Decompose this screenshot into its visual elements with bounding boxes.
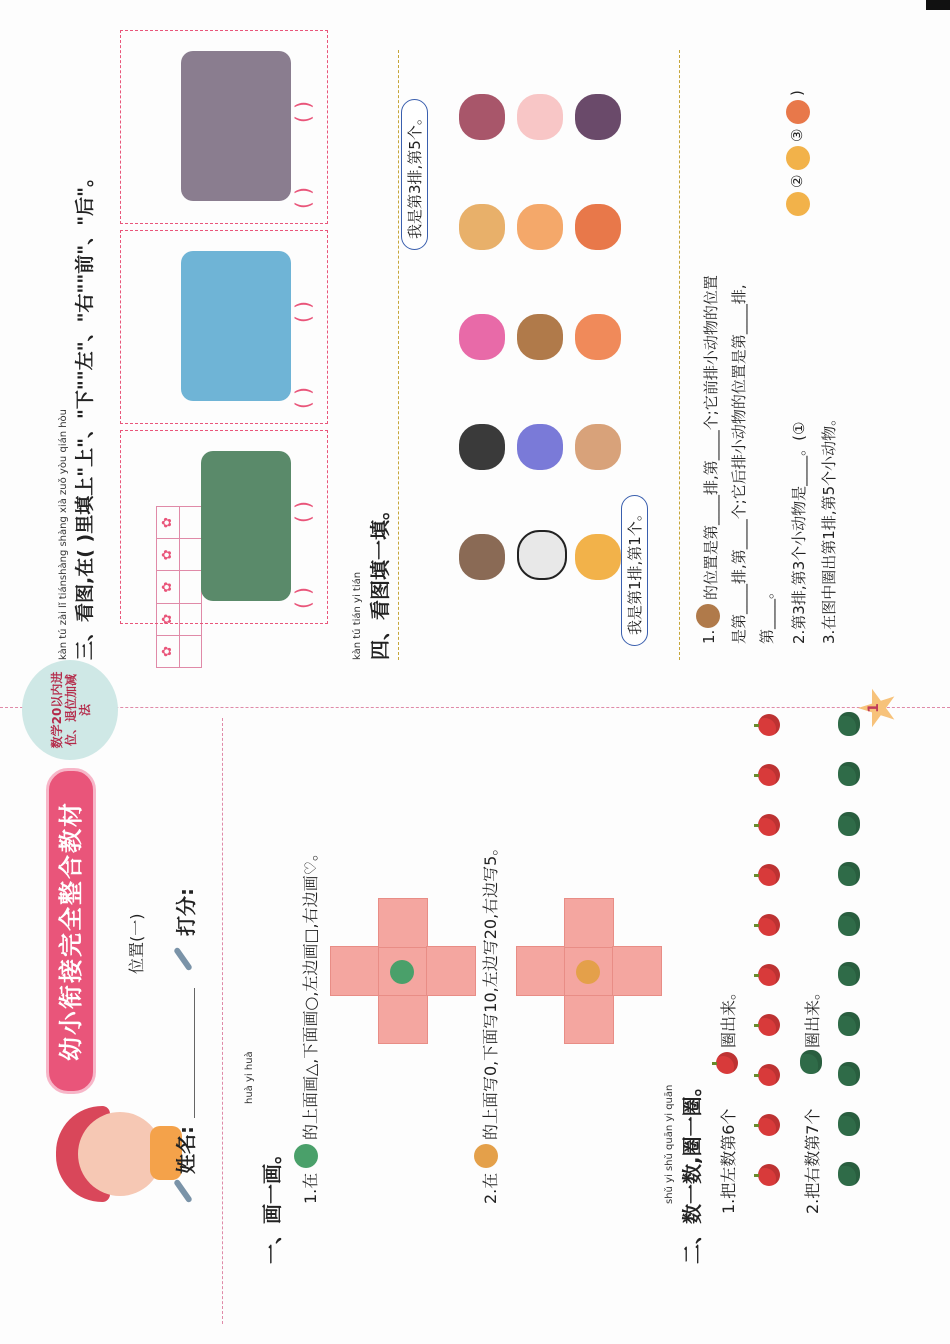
kangaroo-icon[interactable]: [459, 424, 505, 470]
apple-icon[interactable]: [758, 1114, 780, 1136]
lion-icon: [786, 146, 810, 170]
leopard-icon: [786, 192, 810, 216]
pencil-icon: [173, 947, 193, 972]
pepper-icon[interactable]: [838, 812, 860, 836]
s4-q1-text-2: 是第____排,第____个;它后排小动物的位置是第____排,: [730, 284, 748, 644]
s1-q2-text: 的上面写0,下面写10,左边写20,右边写5。: [481, 839, 500, 1140]
apple-icon[interactable]: [758, 1014, 780, 1036]
position-title: 位置(一): [127, 913, 146, 974]
s4-q2-close: ): [788, 90, 806, 96]
s1-title: 一、画一画。: [260, 1144, 284, 1264]
leopard-icon[interactable]: [575, 534, 621, 580]
snail-icon: [474, 1144, 498, 1168]
apple-icon[interactable]: [758, 1064, 780, 1086]
s1-q2-prefix: 2.在: [481, 1172, 500, 1204]
apple-icon[interactable]: [758, 964, 780, 986]
s1-pinyin: huà yi huà: [244, 1051, 255, 1104]
s2-pinyin: shǔ yi shǔ quān yi quān: [664, 1084, 675, 1204]
pepper-icon[interactable]: [838, 762, 860, 786]
pepper-icon[interactable]: [838, 962, 860, 986]
apple-icon[interactable]: [758, 714, 780, 736]
s2-q2-prefix: 2.把右数第7个: [803, 1108, 822, 1214]
animal-icon[interactable]: [459, 534, 505, 580]
pig-icon[interactable]: [517, 94, 563, 140]
apple-icon[interactable]: [758, 814, 780, 836]
s4-q1-text: 的位置是第____排,第____个;它前排小动物的位置: [702, 275, 720, 600]
frog-icon: [294, 1144, 318, 1168]
dog-icon[interactable]: [517, 204, 563, 250]
answer-paren[interactable]: ( ): [291, 187, 315, 209]
scene-box-2: [120, 230, 328, 424]
bridge-scene-image: [181, 251, 291, 401]
bubble-row3-pos5: 我是第3排,第5个。: [401, 99, 428, 250]
name-underline: [194, 988, 195, 1118]
pond-scene-image: [201, 451, 291, 601]
pepper-icon[interactable]: [838, 1112, 860, 1136]
s2-q1-text: 圈出来。: [719, 983, 738, 1048]
page-number: 1: [866, 703, 882, 713]
s4-title: 四、看图填一填。: [368, 500, 392, 660]
apple-icon[interactable]: [758, 914, 780, 936]
s4-q1-prefix: 1.: [700, 629, 718, 644]
apple-icon[interactable]: [758, 1164, 780, 1186]
hippo-icon[interactable]: [575, 424, 621, 470]
score-grid: ✿ ✿ ✿ ✿ ✿: [156, 506, 202, 668]
center-divider: [0, 707, 950, 708]
s1-q1-text: 的上面画△,下面画○,左边画□,右边画♡。: [301, 845, 320, 1140]
monkey-icon: [696, 604, 720, 628]
answer-paren[interactable]: ( ): [291, 501, 315, 523]
rooster-icon[interactable]: [459, 94, 505, 140]
tiger-icon[interactable]: [459, 204, 505, 250]
bubble-row1-pos1: 我是第1排,第1个。: [621, 495, 648, 646]
pepper-icon[interactable]: [838, 1162, 860, 1186]
answer-paren[interactable]: ( ): [291, 587, 315, 609]
score-label: 打分:: [174, 888, 198, 936]
s4-q2-opt2: ②: [788, 174, 806, 188]
pepper-icon[interactable]: [838, 862, 860, 886]
apple-icon: [716, 1052, 738, 1074]
s4-q2-text: 2.第3排,第3个小动物是____。(①: [790, 421, 808, 644]
pepper-icon[interactable]: [838, 712, 860, 736]
apple-icon[interactable]: [758, 764, 780, 786]
name-label: 姓名:: [174, 1126, 198, 1174]
girl-mascot-image: [48, 1096, 182, 1206]
textbook-banner: 幼小衔接完全整合教材: [46, 768, 96, 1094]
pepper-icon[interactable]: [838, 1062, 860, 1086]
s4-q2-opt3: ③: [788, 128, 806, 142]
s4-q3-text: 3.在图中圈出第1排,第5个小动物。: [820, 410, 838, 644]
panda-icon[interactable]: [517, 530, 567, 580]
s2-q2-text: 圈出来。: [803, 983, 822, 1048]
answer-paren[interactable]: ( ): [291, 387, 315, 409]
s4-q1-text-3: 第____。: [758, 583, 776, 644]
header-divider: [222, 718, 223, 1324]
monkey-icon[interactable]: [517, 314, 563, 360]
pepper-icon[interactable]: [838, 1012, 860, 1036]
scene-box-3: [120, 30, 328, 224]
answer-paren[interactable]: ( ): [291, 301, 315, 323]
s2-title: 二、数一数,圈一圈。: [680, 1076, 704, 1264]
s1-q1-prefix: 1.在: [301, 1172, 320, 1204]
animals-scene-image: [181, 51, 291, 201]
s3-title: 三、看图,在( )里填上"上"、"下""左"、"右""前"、"后"。: [74, 168, 96, 660]
answer-paren[interactable]: ( ): [291, 101, 315, 123]
snail-icon: [576, 960, 600, 984]
pepper-icon: [800, 1050, 822, 1074]
apple-icon[interactable]: [758, 864, 780, 886]
s2-q1-prefix: 1.把左数第6个: [719, 1108, 738, 1214]
cat-icon[interactable]: [517, 424, 563, 470]
lion-icon[interactable]: [575, 204, 621, 250]
fox-icon[interactable]: [575, 314, 621, 360]
frog-icon: [390, 960, 414, 984]
s4-pinyin: kàn tú tián yi tián: [352, 571, 363, 660]
animal-grid-box: [398, 50, 680, 660]
scene-box-1: [120, 430, 328, 624]
rooster-icon: [786, 100, 810, 124]
bull-icon[interactable]: [575, 94, 621, 140]
topic-cloud-text: 数学20以内进位、退位加减法: [50, 671, 92, 749]
pepper-icon[interactable]: [838, 912, 860, 936]
horse-icon[interactable]: [459, 314, 505, 360]
s3-pinyin: kàn tú zài lǐ tiánshàng shàng xià zuǒ yòu qián hòu: [58, 408, 69, 660]
